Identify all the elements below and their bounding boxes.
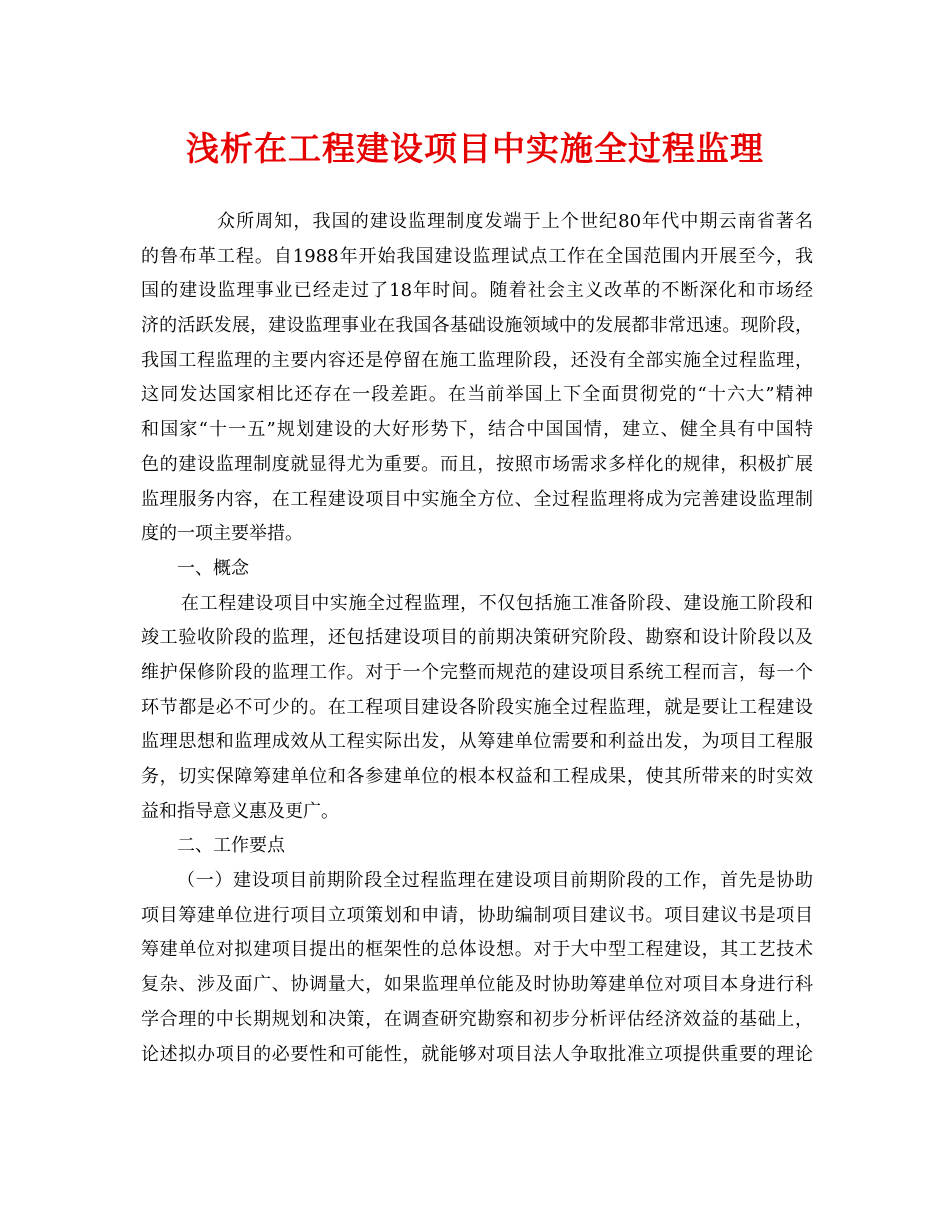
document-title: 浅析在工程建设项目中实施全过程监理 <box>186 129 764 168</box>
paragraph-line: 这同发达国家相比还存在一段差距。在当前举国上下全面贯彻党的“十六大”精神 <box>141 384 813 406</box>
paragraph-line: 众所周知，我国的建设监理制度发端于上个世纪80年代中期云南省著名 <box>217 211 813 232</box>
paragraph-line: 色的建设监理制度就显得尤为重要。而且，按照市场需求多样化的规律，积极扩展 <box>141 453 813 475</box>
paragraph-line: 环节都是必不可少的。在工程项目建设各阶段实施全过程监理，就是要让工程建设 <box>141 696 813 718</box>
paragraph-line: 在工程建设项目中实施全过程监理，不仅包括施工准备阶段、建设施工阶段和 <box>181 592 813 614</box>
paragraph-line: 学合理的中长期规划和决策，在调查研究勘察和初步分析评估经济效益的基础上， <box>141 1008 813 1030</box>
document-body <box>141 205 813 1072</box>
paragraph-line: 复杂、涉及面广、协调量大，如果监理单位能及时协助筹建单位对项目本身进行科 <box>141 974 813 996</box>
paragraph-line: 维护保修阶段的监理工作。对于一个完整而规范的建设项目系统工程而言，每一个 <box>141 661 813 683</box>
paragraph-line: 的鲁布革工程。自1988年开始我国建设监理试点工作在全国范围内开展至今，我 <box>141 245 813 267</box>
paragraph-line: 济的活跃发展，建设监理事业在我国各基础设施领域中的发展都非常迅速。现阶段， <box>141 315 813 337</box>
paragraph-line: 筹建单位对拟建项目提出的框架性的总体设想。对于大中型工程建设，其工艺技术 <box>141 939 813 961</box>
section-heading: 二、工作要点 <box>177 835 285 857</box>
paragraph-line: 益和指导意义惠及更广。 <box>141 800 339 822</box>
paragraph-line: 国的建设监理事业已经走过了18年时间。随着社会主义改革的不断深化和市场经 <box>141 280 813 302</box>
paragraph-line: 监理服务内容，在工程建设项目中实施全方位、全过程监理将成为完善建设监理制 <box>141 488 813 510</box>
paragraph-line: （一）建设项目前期阶段全过程监理在建设项目前期阶段的工作，首先是协助 <box>177 870 813 892</box>
paragraph-line: 度的一项主要举措。 <box>141 523 303 545</box>
paragraph-line: 和国家“十一五”规划建设的大好形势下，结合中国国情，建立、健全具有中国特 <box>141 419 813 441</box>
paragraph-line: 项目筹建单位进行项目立项策划和申请，协助编制项目建议书。项目建议书是项目 <box>141 904 813 926</box>
paragraph-line: 我国工程监理的主要内容还是停留在施工监理阶段，还没有全部实施全过程监理， <box>141 349 813 371</box>
paragraph-line: 务，切实保障筹建单位和各参建单位的根本权益和工程成果，使其所带来的时实效 <box>141 766 813 787</box>
section-heading: 一、概念 <box>177 557 249 579</box>
paragraph-line: 论述拟办项目的必要性和可能性，就能够对项目法人争取批准立项提供重要的理论 <box>141 1043 813 1065</box>
paragraph-line: 监理思想和监理成效从工程实际出发，从筹建单位需要和利益出发，为项目工程服 <box>141 731 813 753</box>
paragraph-line: 竣工验收阶段的监理，还包括建设项目的前期决策研究阶段、勘察和设计阶段以及 <box>141 627 813 649</box>
